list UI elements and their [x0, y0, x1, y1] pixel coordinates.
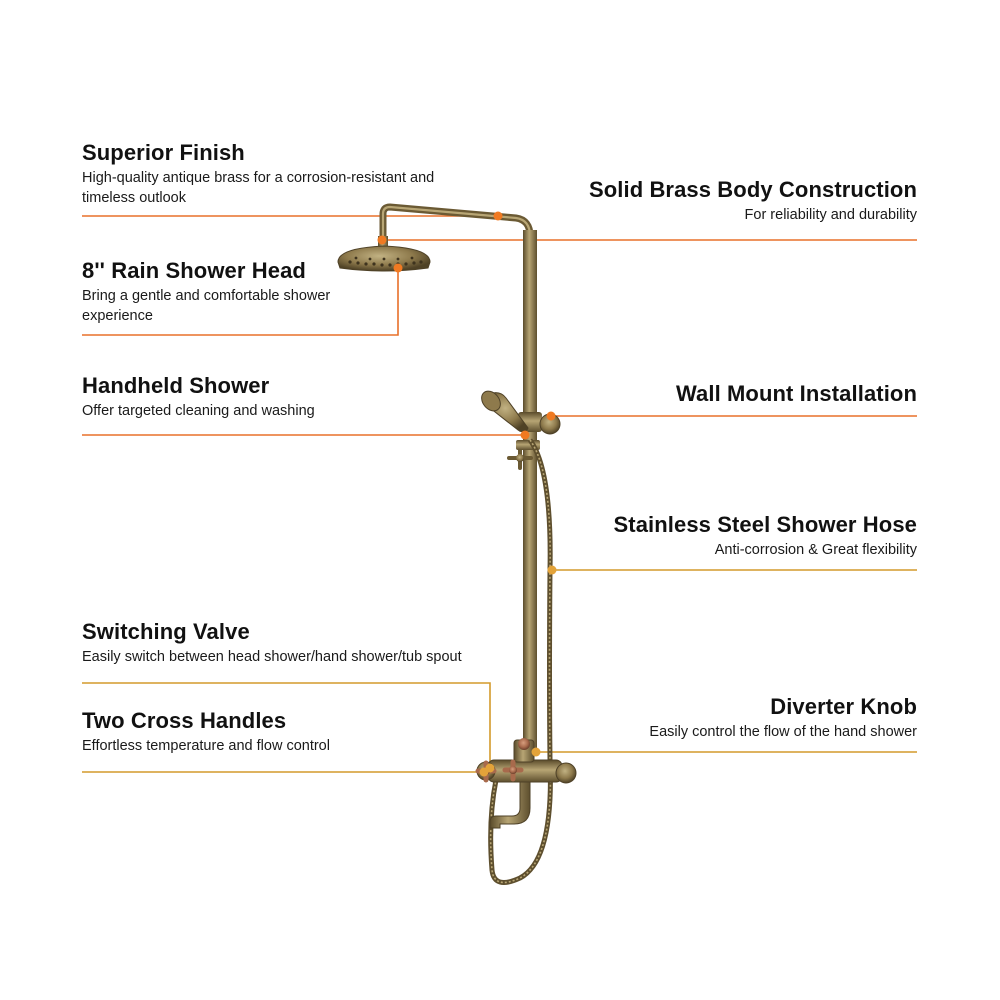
callout-title: 8'' Rain Shower Head	[82, 258, 306, 283]
callout-switching-valve	[82, 619, 552, 667]
callout-desc: Easily control the flow of the hand shower	[649, 724, 917, 740]
callout-title: Wall Mount Installation	[675, 381, 917, 406]
callout-desc: Easily switch between head shower/hand shower/tub spout	[82, 649, 462, 665]
callout-desc: For reliability and durability	[744, 207, 917, 223]
mixer-body	[488, 760, 562, 782]
dot-cross-handles	[480, 768, 489, 777]
callout-wall-mount	[447, 381, 917, 407]
callout-title: Two Cross Handles	[82, 708, 287, 733]
callout-title: Handheld Shower	[82, 373, 270, 398]
dot-handheld	[521, 431, 530, 440]
callout-desc: High-quality antique brass for a corrosion-resistant and timeless outlook	[82, 170, 435, 206]
callout-title: Diverter Knob	[770, 694, 917, 719]
callout-desc: Bring a gentle and comfortable shower experience	[82, 288, 331, 324]
callout-title: Stainless Steel Shower Hose	[613, 512, 917, 537]
callout-title: Superior Finish	[82, 140, 245, 165]
callout-desc: Offer targeted cleaning and washing	[82, 403, 315, 419]
callout-brass-body	[447, 177, 917, 225]
callout-desc: Effortless temperature and flow control	[82, 738, 330, 754]
callout-title: Switching Valve	[82, 619, 250, 644]
callout-title: Solid Brass Body Construction	[588, 177, 917, 202]
callout-diverter	[447, 694, 917, 742]
dot-brass-body	[378, 236, 387, 245]
callout-hose	[447, 512, 917, 560]
dot-hose	[548, 566, 557, 575]
callout-rain-head	[82, 258, 552, 326]
callout-desc: Anti-corrosion & Great flexibility	[714, 542, 917, 558]
